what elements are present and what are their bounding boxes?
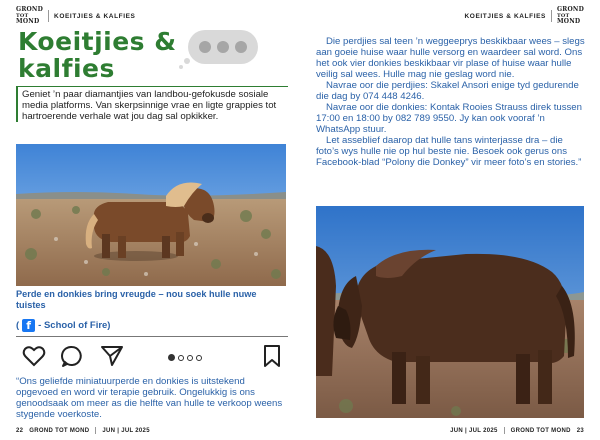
- paragraph: Die perdjies sal teen ’n weggeeprys beskikbaar wees – slegs aan goeie huise waar hulle versorg en waardeer sal word. Ons het ook vier donkies beskikbaar vir plase of huise waar hulle veilig sal wees. Hulle mag nie geslag word nie.: [316, 36, 585, 80]
- section-label: KOEITJIES & KALFIES: [464, 12, 546, 20]
- magazine-logo: GROND TOT MOND: [16, 6, 44, 25]
- right-page: [300, 0, 600, 440]
- right-header: [465, 8, 585, 24]
- photo-caption: Perde en donkies bring vreugde – nou soek hulle nuwe tuistes: [16, 289, 257, 310]
- magazine-name: GROND TOT MOND: [510, 427, 571, 434]
- pony-closeup-photo: [316, 206, 584, 418]
- paragraph: Let asseblief daarop dat hulle tans winterjasse dra – die foto’s wys hulle nie op hul beste nie. Besoek ook gerus ons Facebook-blad “Polony die Donkey” vir meer foto’s en stories.”: [316, 135, 582, 168]
- carousel-dot: [196, 355, 202, 361]
- left-header: [16, 8, 136, 24]
- issue-date: JUN | JUL 2025: [102, 427, 150, 434]
- carousel-dot: [168, 354, 175, 361]
- magazine-logo: GROND TOT MOND: [556, 6, 584, 25]
- title-line-2: kalfies: [18, 54, 115, 83]
- paragraph: Navrae oor die donkies: Kontak Rooies Strauss direk tussen 17:00 en 18:00 by 082 789 9550. Jy kan ook vooraf ’n WhatsApp stuur.: [316, 102, 582, 135]
- carousel-dot: [187, 355, 193, 361]
- divider: [16, 336, 288, 337]
- carousel-indicator: [168, 354, 202, 361]
- bookmark-icon[interactable]: [262, 344, 282, 368]
- speech-bubble-tail-icon: [178, 58, 192, 70]
- photo-credit: ( f - School of Fire): [16, 319, 111, 332]
- facebook-icon: f: [22, 319, 35, 332]
- quote-text: “Ons geliefde miniatuurperde en donkies is uitstekend opgevoed en word vir terapie gebruik. Ongelukkig is ons genoodsaak om meer as die helfte van hulle te verkoop weens stygende voerkoste.: [16, 376, 283, 420]
- social-action-bar: [16, 344, 288, 372]
- comment-icon[interactable]: [60, 344, 84, 368]
- issue-date: JUN | JUL 2025: [450, 427, 498, 434]
- paragraph: Navrae oor die perdjies: Skakel Ansori enige tyd gedurende die dag by 074 448 4246.: [316, 80, 579, 102]
- page-number: 23: [576, 427, 584, 434]
- send-icon[interactable]: [100, 344, 124, 368]
- carousel-dot: [178, 355, 184, 361]
- section-label: KOEITJIES & KALFIES: [54, 12, 136, 20]
- magazine-name: GROND TOT MOND: [29, 427, 90, 434]
- page-title: [18, 28, 177, 82]
- right-footer: [450, 427, 584, 434]
- pony-photo: [16, 144, 286, 286]
- speech-bubble-icon: [188, 30, 258, 64]
- intro-text: Geniet ’n paar diamantjies van landbou-gefokusde sosiale media platforms. Van skerpsinnige vrae en ligte grappies tot hartroerende verhale wat jou dag sal opkikker.: [16, 86, 288, 122]
- heart-icon[interactable]: [22, 344, 46, 368]
- article-body: [316, 36, 588, 168]
- left-footer: [16, 427, 150, 434]
- title-line-1: Koeitjies &: [18, 27, 177, 56]
- page-number: 22: [16, 427, 24, 434]
